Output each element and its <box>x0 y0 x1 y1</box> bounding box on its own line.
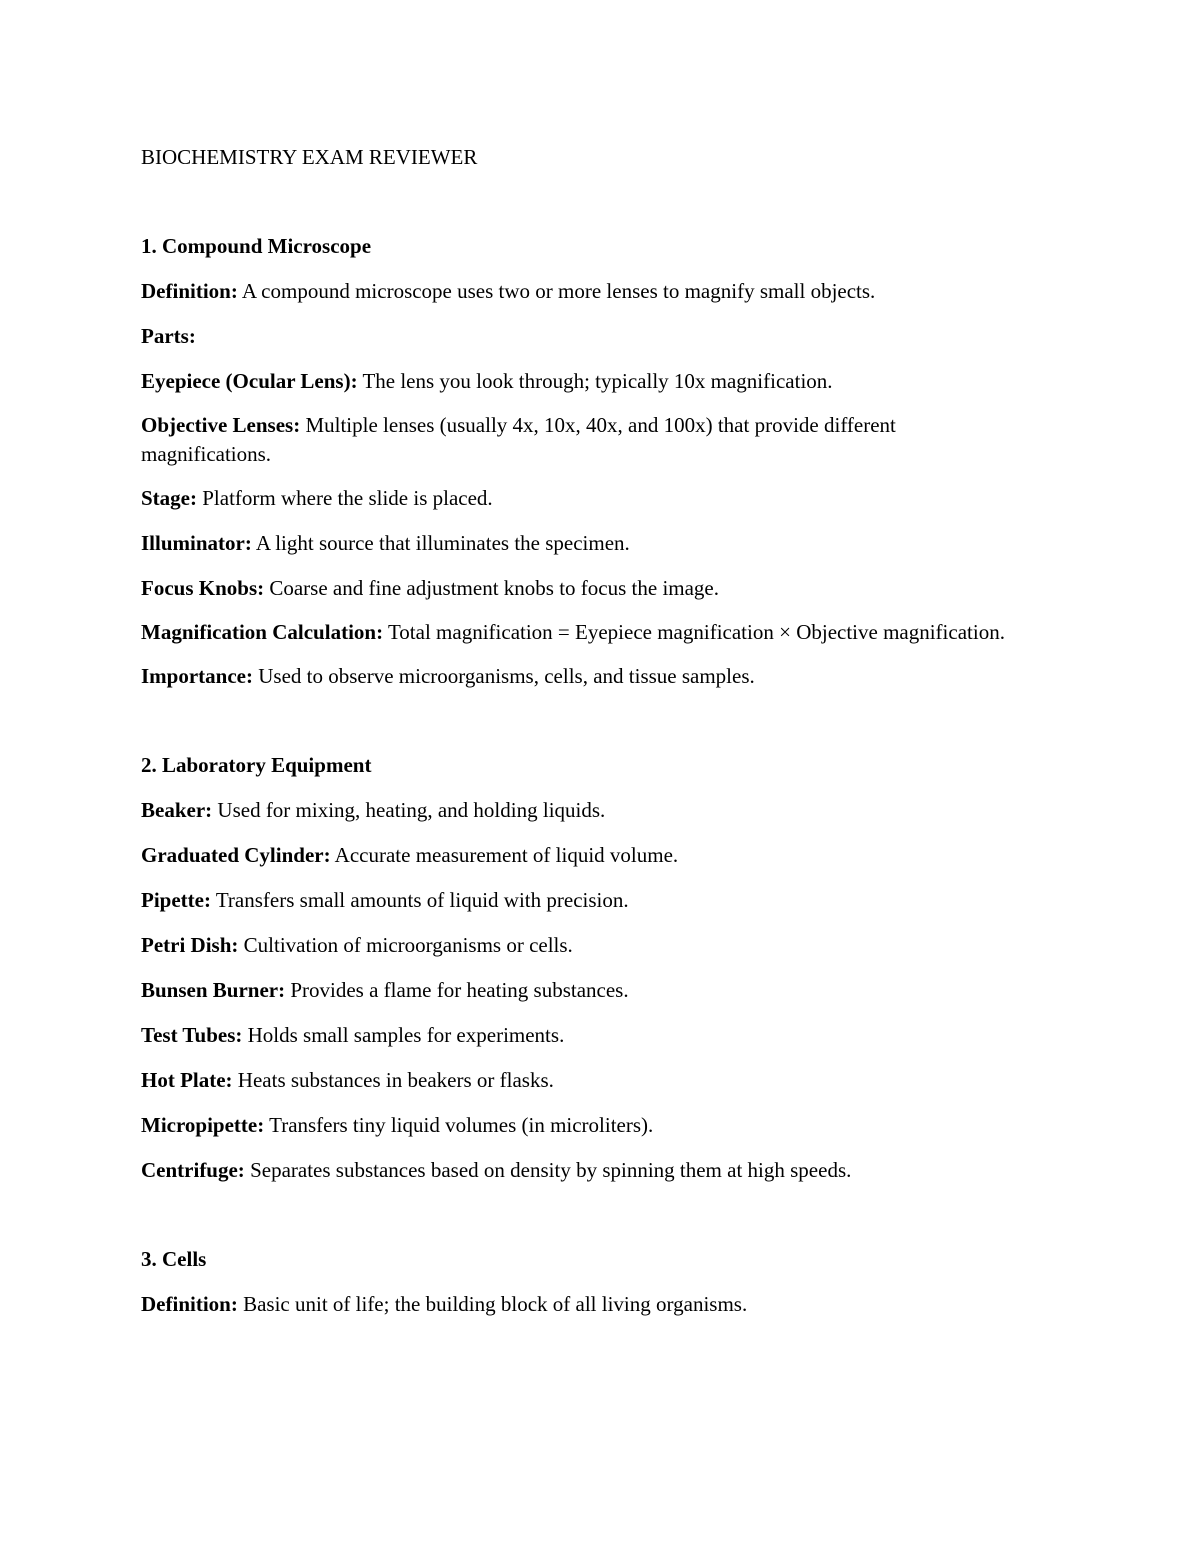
term-description: Multiple lenses (usually 4x, 10x, 40x, and 100x) that provide different magnifications. <box>141 413 896 466</box>
magnification-calculation <box>141 618 1011 647</box>
equipment-beaker <box>141 796 1011 825</box>
part-focus-knobs <box>141 574 1011 603</box>
term-label: Illuminator: <box>141 531 252 555</box>
equipment-pipette <box>141 886 1011 915</box>
term-label: Bunsen Burner: <box>141 978 286 1002</box>
definition-paragraph <box>141 277 1011 306</box>
term-label: Hot Plate: <box>141 1068 233 1092</box>
equipment-micropipette <box>141 1111 1011 1140</box>
part-objective-lenses <box>141 411 1011 469</box>
section-heading-cells: 3. Cells <box>141 1247 207 1271</box>
term-label: Eyepiece (Ocular Lens): <box>141 369 358 393</box>
term-label: Definition: <box>141 279 238 303</box>
term-label: Importance: <box>141 664 253 688</box>
term-description: Provides a flame for heating substances. <box>285 978 629 1002</box>
term-description: Heats substances in beakers or flasks. <box>232 1068 554 1092</box>
importance-paragraph <box>141 662 1011 691</box>
term-description: A light source that illuminates the specimen. <box>251 531 630 555</box>
part-stage <box>141 484 1011 513</box>
term-description: Coarse and fine adjustment knobs to focus the image. <box>264 576 720 600</box>
term-description: A compound microscope uses two or more lenses to magnify small objects. <box>237 279 876 303</box>
term-label: Pipette: <box>141 888 211 912</box>
equipment-bunsen-burner <box>141 976 1011 1005</box>
cells-definition <box>141 1290 1011 1319</box>
term-label: Definition: <box>141 1292 238 1316</box>
equipment-hot-plate <box>141 1066 1011 1095</box>
term-label: Test Tubes: <box>141 1023 243 1047</box>
term-description: The lens you look through; typically 10x magnification. <box>357 369 833 393</box>
term-label: Magnification Calculation: <box>141 620 384 644</box>
term-description: Total magnification = Eyepiece magnification × Objective magnification. <box>383 620 1005 644</box>
term-label: Centrifuge: <box>141 1158 245 1182</box>
section-heading-laboratory-equipment: 2. Laboratory Equipment <box>141 753 372 777</box>
term-label: Focus Knobs: <box>141 576 265 600</box>
equipment-centrifuge <box>141 1156 1011 1185</box>
term-label: Micropipette: <box>141 1113 265 1137</box>
document-body <box>141 143 1011 1319</box>
term-description: Used for mixing, heating, and holding liquids. <box>212 798 606 822</box>
part-illuminator <box>141 529 1011 558</box>
term-label: Objective Lenses: <box>141 413 301 437</box>
term-label: Beaker: <box>141 798 213 822</box>
term-description: Accurate measurement of liquid volume. <box>330 843 679 867</box>
parts-label-paragraph <box>141 322 1011 351</box>
term-description: Holds small samples for experiments. <box>242 1023 565 1047</box>
term-description: Separates substances based on density by spinning them at high speeds. <box>244 1158 852 1182</box>
term-description: Transfers tiny liquid volumes (in microliters). <box>264 1113 654 1137</box>
equipment-graduated-cylinder <box>141 841 1011 870</box>
equipment-test-tubes <box>141 1021 1011 1050</box>
term-label: Parts: <box>141 324 196 348</box>
term-description: Used to observe microorganisms, cells, and tissue samples. <box>252 664 755 688</box>
term-description: Cultivation of microorganisms or cells. <box>238 933 573 957</box>
part-eyepiece <box>141 367 1011 396</box>
term-description: Basic unit of life; the building block of all living organisms. <box>237 1292 748 1316</box>
term-label: Graduated Cylinder: <box>141 843 331 867</box>
document-title: BIOCHEMISTRY EXAM REVIEWER <box>141 145 478 169</box>
term-description: Transfers small amounts of liquid with precision. <box>210 888 629 912</box>
equipment-petri-dish <box>141 931 1011 960</box>
term-label: Petri Dish: <box>141 933 239 957</box>
term-description: Platform where the slide is placed. <box>197 486 493 510</box>
section-heading-compound-microscope: 1. Compound Microscope <box>141 234 372 258</box>
term-label: Stage: <box>141 486 197 510</box>
